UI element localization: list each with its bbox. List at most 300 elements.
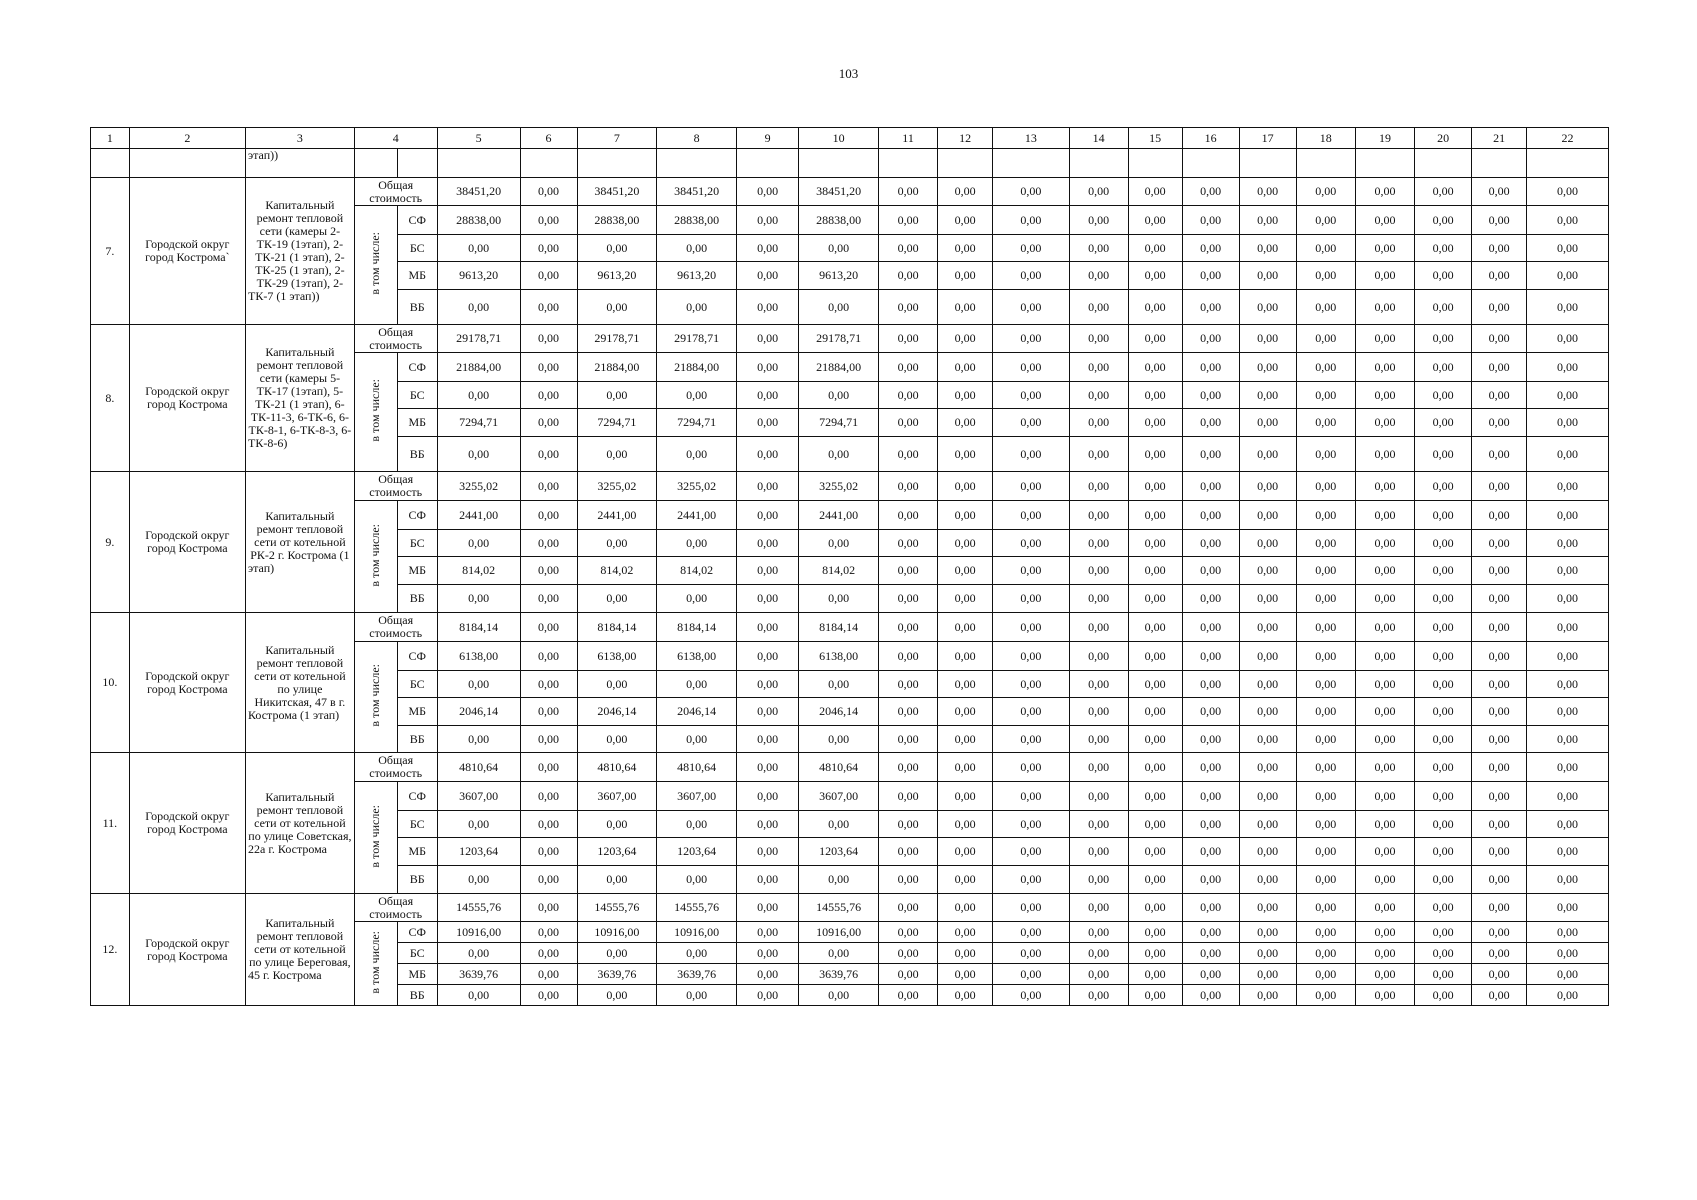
value-cell: 4810,64	[799, 753, 879, 782]
value-cell: 0,00	[736, 866, 798, 894]
header-cell-7: 7	[577, 128, 657, 149]
value-cell: 0,00	[736, 838, 798, 866]
value-cell: 0,00	[1527, 472, 1609, 501]
value-cell: 0,00	[1296, 964, 1355, 985]
value-cell: 0,00	[1355, 557, 1414, 585]
value-cell: 0,00	[736, 698, 798, 726]
value-cell: 0,00	[1069, 290, 1128, 325]
value-cell: 0,00	[878, 894, 937, 922]
value-cell: 7294,71	[657, 409, 737, 437]
value-cell: 0,00	[1069, 613, 1128, 642]
value-cell: 0,00	[1128, 585, 1182, 613]
value-cell: 38451,20	[577, 178, 657, 206]
value-cell: 0,00	[1182, 585, 1239, 613]
including-label	[354, 501, 397, 613]
value-cell: 0,00	[657, 943, 737, 964]
value-cell: 38451,20	[657, 178, 737, 206]
value-cell: 0,00	[1296, 894, 1355, 922]
value-cell: 0,00	[878, 985, 937, 1006]
value-cell: 0,00	[878, 671, 937, 698]
value-cell: 0,00	[938, 290, 993, 325]
source-label: МБ	[397, 557, 437, 585]
value-cell: 0,00	[1527, 501, 1609, 530]
value-cell: 0,00	[736, 262, 798, 290]
total-cost-label: Общая стоимость	[354, 894, 437, 922]
table-row	[91, 178, 1609, 206]
value-cell: 0,00	[736, 782, 798, 811]
value-cell: 0,00	[1069, 530, 1128, 557]
value-cell: 0,00	[993, 671, 1069, 698]
value-cell: 0,00	[878, 409, 937, 437]
source-label: ВБ	[397, 866, 437, 894]
value-cell: 0,00	[993, 894, 1069, 922]
value-cell: 0,00	[736, 178, 798, 206]
value-cell: 0,00	[1239, 811, 1296, 838]
value-cell: 0,00	[1128, 894, 1182, 922]
value-cell: 0,00	[1355, 782, 1414, 811]
empty-cell	[1182, 149, 1239, 178]
value-cell: 0,00	[938, 472, 993, 501]
value-cell: 0,00	[520, 726, 577, 753]
value-cell: 0,00	[938, 943, 993, 964]
value-cell: 0,00	[1527, 585, 1609, 613]
value-cell: 0,00	[1527, 382, 1609, 409]
value-cell: 0,00	[1182, 985, 1239, 1006]
value-cell: 0,00	[1355, 894, 1414, 922]
value-cell: 28838,00	[799, 206, 879, 235]
value-cell: 0,00	[1128, 726, 1182, 753]
value-cell: 0,00	[1239, 698, 1296, 726]
value-cell: 0,00	[437, 866, 520, 894]
value-cell: 0,00	[1182, 943, 1239, 964]
value-cell: 28838,00	[657, 206, 737, 235]
value-cell: 0,00	[1472, 922, 1527, 943]
value-cell: 0,00	[993, 530, 1069, 557]
object-name: Капитальный ремонт тепловой сети от котельной РК-2 г. Кострома (1 этап)	[246, 472, 355, 613]
value-cell: 0,00	[938, 964, 993, 985]
value-cell: 0,00	[1355, 838, 1414, 866]
value-cell: 0,00	[1296, 753, 1355, 782]
value-cell: 0,00	[1182, 922, 1239, 943]
value-cell: 0,00	[993, 262, 1069, 290]
value-cell: 0,00	[993, 585, 1069, 613]
value-cell: 0,00	[878, 437, 937, 472]
value-cell: 0,00	[736, 613, 798, 642]
value-cell: 0,00	[1069, 557, 1128, 585]
value-cell: 0,00	[437, 437, 520, 472]
value-cell: 0,00	[1069, 943, 1128, 964]
value-cell: 0,00	[1182, 325, 1239, 353]
value-cell: 0,00	[1128, 642, 1182, 671]
value-cell: 3255,02	[437, 472, 520, 501]
value-cell: 0,00	[1472, 894, 1527, 922]
value-cell: 0,00	[1415, 838, 1472, 866]
value-cell: 0,00	[520, 290, 577, 325]
value-cell: 0,00	[437, 290, 520, 325]
value-cell: 2441,00	[577, 501, 657, 530]
value-cell: 3607,00	[577, 782, 657, 811]
value-cell: 38451,20	[437, 178, 520, 206]
municipality: Городской округ город Кострома	[129, 325, 245, 472]
header-cell-21: 21	[1472, 128, 1527, 149]
value-cell: 29178,71	[437, 325, 520, 353]
value-cell: 0,00	[938, 585, 993, 613]
value-cell: 0,00	[1472, 557, 1527, 585]
value-cell: 28838,00	[437, 206, 520, 235]
value-cell: 0,00	[1355, 409, 1414, 437]
value-cell: 0,00	[799, 437, 879, 472]
value-cell: 0,00	[1069, 472, 1128, 501]
value-cell: 0,00	[1415, 409, 1472, 437]
value-cell: 0,00	[736, 206, 798, 235]
value-cell: 0,00	[1296, 671, 1355, 698]
header-cell-16: 16	[1182, 128, 1239, 149]
value-cell: 0,00	[993, 866, 1069, 894]
value-cell: 0,00	[1182, 262, 1239, 290]
value-cell: 0,00	[938, 530, 993, 557]
empty-cell	[1527, 149, 1609, 178]
value-cell: 0,00	[1527, 178, 1609, 206]
value-cell: 0,00	[993, 437, 1069, 472]
value-cell: 0,00	[1069, 671, 1128, 698]
empty-cell	[437, 149, 520, 178]
value-cell: 0,00	[520, 262, 577, 290]
source-label: СФ	[397, 206, 437, 235]
value-cell: 0,00	[993, 811, 1069, 838]
value-cell: 0,00	[520, 838, 577, 866]
value-cell: 0,00	[520, 922, 577, 943]
value-cell: 0,00	[657, 671, 737, 698]
value-cell: 0,00	[1128, 985, 1182, 1006]
empty-cell	[878, 149, 937, 178]
value-cell: 0,00	[1355, 325, 1414, 353]
value-cell: 0,00	[1239, 894, 1296, 922]
row-number: 10.	[91, 613, 130, 753]
value-cell: 0,00	[1296, 811, 1355, 838]
value-cell: 0,00	[577, 382, 657, 409]
source-label: БС	[397, 671, 437, 698]
value-cell: 0,00	[1472, 437, 1527, 472]
value-cell: 0,00	[878, 782, 937, 811]
value-cell: 814,02	[657, 557, 737, 585]
value-cell: 0,00	[1415, 557, 1472, 585]
value-cell: 0,00	[993, 943, 1069, 964]
empty-cell	[1415, 149, 1472, 178]
value-cell: 0,00	[577, 437, 657, 472]
value-cell: 0,00	[1296, 290, 1355, 325]
value-cell: 0,00	[799, 235, 879, 262]
value-cell: 0,00	[1239, 409, 1296, 437]
value-cell: 0,00	[1182, 472, 1239, 501]
value-cell: 0,00	[736, 530, 798, 557]
value-cell: 0,00	[657, 382, 737, 409]
header-cell-22: 22	[1527, 128, 1609, 149]
header-cell-12: 12	[938, 128, 993, 149]
value-cell: 0,00	[1128, 698, 1182, 726]
value-cell: 0,00	[1415, 985, 1472, 1006]
value-cell: 0,00	[1472, 613, 1527, 642]
header-cell-13: 13	[993, 128, 1069, 149]
value-cell: 0,00	[1182, 782, 1239, 811]
header-cell-17: 17	[1239, 128, 1296, 149]
value-cell: 0,00	[878, 353, 937, 382]
value-cell: 0,00	[1128, 557, 1182, 585]
value-cell: 0,00	[736, 922, 798, 943]
value-cell: 0,00	[938, 613, 993, 642]
header-cell-1: 1	[91, 128, 130, 149]
value-cell: 2441,00	[437, 501, 520, 530]
value-cell: 10916,00	[657, 922, 737, 943]
value-cell: 0,00	[1472, 409, 1527, 437]
value-cell: 0,00	[1527, 325, 1609, 353]
value-cell: 0,00	[938, 811, 993, 838]
value-cell: 0,00	[437, 235, 520, 262]
value-cell: 0,00	[1128, 353, 1182, 382]
value-cell: 0,00	[1182, 353, 1239, 382]
value-cell: 0,00	[520, 206, 577, 235]
value-cell: 0,00	[1182, 866, 1239, 894]
source-label: МБ	[397, 409, 437, 437]
value-cell: 0,00	[1069, 206, 1128, 235]
value-cell: 0,00	[1182, 290, 1239, 325]
value-cell: 0,00	[437, 943, 520, 964]
value-cell: 10916,00	[437, 922, 520, 943]
value-cell: 0,00	[1472, 585, 1527, 613]
header-row	[91, 128, 1609, 149]
value-cell: 0,00	[1415, 235, 1472, 262]
value-cell: 0,00	[993, 290, 1069, 325]
value-cell: 0,00	[878, 811, 937, 838]
value-cell: 0,00	[1239, 642, 1296, 671]
value-cell: 0,00	[1527, 894, 1609, 922]
source-label: СФ	[397, 501, 437, 530]
value-cell: 2441,00	[799, 501, 879, 530]
value-cell: 0,00	[1527, 671, 1609, 698]
value-cell: 0,00	[878, 206, 937, 235]
value-cell: 0,00	[938, 894, 993, 922]
value-cell: 0,00	[1296, 613, 1355, 642]
value-cell: 0,00	[878, 642, 937, 671]
empty-cell	[1069, 149, 1128, 178]
value-cell: 0,00	[437, 726, 520, 753]
value-cell: 0,00	[520, 753, 577, 782]
value-cell: 0,00	[736, 382, 798, 409]
value-cell: 0,00	[1415, 325, 1472, 353]
value-cell: 7294,71	[437, 409, 520, 437]
value-cell: 0,00	[938, 382, 993, 409]
value-cell: 0,00	[1239, 671, 1296, 698]
value-cell: 0,00	[1128, 178, 1182, 206]
source-label: БС	[397, 943, 437, 964]
value-cell: 0,00	[1069, 353, 1128, 382]
value-cell: 0,00	[1069, 922, 1128, 943]
value-cell: 0,00	[736, 985, 798, 1006]
value-cell: 0,00	[1296, 557, 1355, 585]
value-cell: 9613,20	[799, 262, 879, 290]
value-cell: 1203,64	[437, 838, 520, 866]
value-cell: 0,00	[878, 382, 937, 409]
value-cell: 0,00	[1239, 353, 1296, 382]
value-cell: 0,00	[938, 698, 993, 726]
source-label: СФ	[397, 353, 437, 382]
empty-cell	[1239, 149, 1296, 178]
value-cell: 0,00	[736, 642, 798, 671]
value-cell: 0,00	[993, 325, 1069, 353]
source-label: СФ	[397, 782, 437, 811]
value-cell: 0,00	[993, 642, 1069, 671]
value-cell: 0,00	[1527, 530, 1609, 557]
value-cell: 0,00	[799, 530, 879, 557]
value-cell: 0,00	[1527, 206, 1609, 235]
empty-cell	[1472, 149, 1527, 178]
value-cell: 0,00	[938, 235, 993, 262]
value-cell: 0,00	[993, 726, 1069, 753]
including-label	[354, 642, 397, 753]
value-cell: 0,00	[1527, 613, 1609, 642]
value-cell: 0,00	[1415, 530, 1472, 557]
value-cell: 3255,02	[657, 472, 737, 501]
value-cell: 0,00	[1415, 943, 1472, 964]
value-cell: 0,00	[1239, 964, 1296, 985]
value-cell: 0,00	[1239, 437, 1296, 472]
including-text: в том числе:	[368, 930, 383, 994]
value-cell: 0,00	[878, 698, 937, 726]
value-cell: 0,00	[1239, 985, 1296, 1006]
value-cell: 0,00	[993, 206, 1069, 235]
value-cell: 0,00	[1527, 985, 1609, 1006]
value-cell: 0,00	[1296, 698, 1355, 726]
value-cell: 0,00	[520, 782, 577, 811]
value-cell: 0,00	[657, 811, 737, 838]
value-cell: 0,00	[1472, 530, 1527, 557]
value-cell: 0,00	[938, 325, 993, 353]
value-cell: 0,00	[1128, 472, 1182, 501]
value-cell: 0,00	[938, 409, 993, 437]
value-cell: 0,00	[1128, 838, 1182, 866]
value-cell: 8184,14	[799, 613, 879, 642]
value-cell: 0,00	[1128, 235, 1182, 262]
value-cell: 0,00	[1415, 811, 1472, 838]
source-label: СФ	[397, 642, 437, 671]
value-cell: 0,00	[1415, 382, 1472, 409]
value-cell: 0,00	[1128, 782, 1182, 811]
value-cell: 0,00	[520, 613, 577, 642]
value-cell: 0,00	[1527, 235, 1609, 262]
value-cell: 0,00	[1527, 642, 1609, 671]
cost-table	[90, 127, 1609, 1006]
value-cell: 0,00	[878, 530, 937, 557]
including-text: в том числе:	[368, 379, 383, 442]
value-cell: 0,00	[993, 382, 1069, 409]
including-text: в том числе:	[368, 664, 383, 727]
value-cell: 0,00	[1355, 437, 1414, 472]
empty-cell	[736, 149, 798, 178]
value-cell: 0,00	[1415, 642, 1472, 671]
value-cell: 0,00	[799, 811, 879, 838]
value-cell: 0,00	[577, 866, 657, 894]
value-cell: 0,00	[1472, 726, 1527, 753]
value-cell: 0,00	[1239, 585, 1296, 613]
value-cell: 21884,00	[657, 353, 737, 382]
row-number: 9.	[91, 472, 130, 613]
value-cell: 0,00	[1355, 178, 1414, 206]
value-cell: 0,00	[520, 235, 577, 262]
value-cell: 3607,00	[799, 782, 879, 811]
value-cell: 0,00	[1069, 985, 1128, 1006]
header-cell-2: 2	[129, 128, 245, 149]
value-cell: 0,00	[1472, 178, 1527, 206]
including-text: в том числе:	[368, 523, 383, 587]
source-label: МБ	[397, 698, 437, 726]
value-cell: 0,00	[1415, 671, 1472, 698]
including-label	[354, 206, 397, 325]
value-cell: 0,00	[1296, 353, 1355, 382]
value-cell: 0,00	[1355, 353, 1414, 382]
value-cell: 0,00	[520, 501, 577, 530]
total-cost-label: Общая стоимость	[354, 325, 437, 353]
value-cell: 0,00	[1239, 838, 1296, 866]
value-cell: 0,00	[657, 985, 737, 1006]
value-cell: 0,00	[1069, 642, 1128, 671]
value-cell: 0,00	[1128, 866, 1182, 894]
value-cell: 0,00	[1355, 642, 1414, 671]
value-cell: 0,00	[657, 290, 737, 325]
value-cell: 38451,20	[799, 178, 879, 206]
value-cell: 9613,20	[657, 262, 737, 290]
value-cell: 0,00	[1527, 811, 1609, 838]
value-cell: 0,00	[1128, 325, 1182, 353]
value-cell: 0,00	[1472, 290, 1527, 325]
value-cell: 0,00	[993, 985, 1069, 1006]
empty-cell	[520, 149, 577, 178]
value-cell: 0,00	[1296, 325, 1355, 353]
including-label	[354, 782, 397, 894]
header-cell-19: 19	[1355, 128, 1414, 149]
value-cell: 0,00	[520, 811, 577, 838]
value-cell: 0,00	[736, 557, 798, 585]
source-label: СФ	[397, 922, 437, 943]
value-cell: 0,00	[520, 585, 577, 613]
value-cell: 0,00	[1069, 178, 1128, 206]
value-cell: 0,00	[437, 671, 520, 698]
value-cell: 0,00	[1296, 943, 1355, 964]
value-cell: 0,00	[1415, 964, 1472, 985]
including-label	[354, 922, 397, 1006]
table-row	[91, 472, 1609, 501]
value-cell: 0,00	[1069, 235, 1128, 262]
value-cell: 0,00	[736, 964, 798, 985]
value-cell: 8184,14	[657, 613, 737, 642]
value-cell: 0,00	[1527, 922, 1609, 943]
value-cell: 0,00	[1472, 206, 1527, 235]
value-cell: 0,00	[1355, 943, 1414, 964]
value-cell: 0,00	[1527, 943, 1609, 964]
value-cell: 0,00	[577, 235, 657, 262]
table-row	[91, 894, 1609, 922]
value-cell: 0,00	[1182, 382, 1239, 409]
value-cell: 0,00	[1128, 530, 1182, 557]
value-cell: 0,00	[1415, 753, 1472, 782]
value-cell: 0,00	[1355, 613, 1414, 642]
including-label	[354, 353, 397, 472]
value-cell: 0,00	[577, 726, 657, 753]
header-cell-14: 14	[1069, 128, 1128, 149]
value-cell: 0,00	[1472, 262, 1527, 290]
value-cell: 0,00	[1527, 866, 1609, 894]
value-cell: 3639,76	[799, 964, 879, 985]
value-cell: 0,00	[799, 290, 879, 325]
value-cell: 0,00	[1472, 698, 1527, 726]
